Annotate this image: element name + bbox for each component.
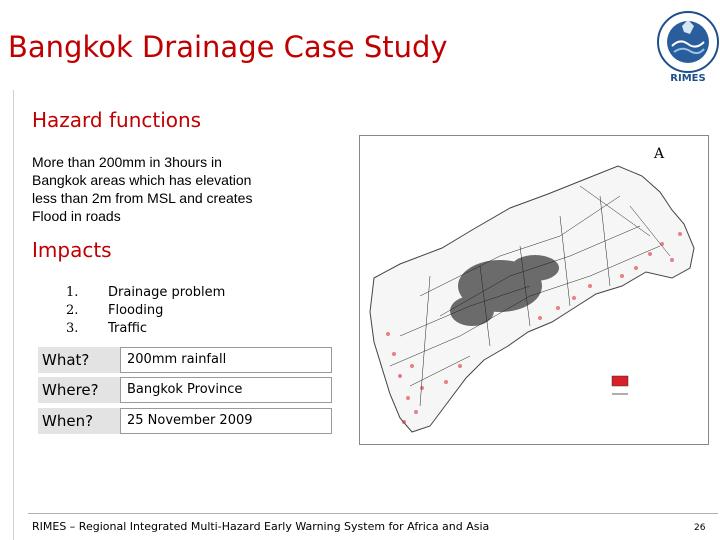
hazard-heading: Hazard functions [32, 108, 202, 132]
rimes-logo [652, 4, 720, 86]
page-number: 26 [694, 523, 706, 533]
fact-value: Bangkok Province [120, 377, 332, 403]
fact-label: When? [38, 408, 122, 434]
fact-label: Where? [38, 377, 122, 403]
fact-value: 200mm rainfall [120, 347, 332, 373]
map-panel-letter: A [654, 146, 665, 162]
legend-swatch [612, 376, 628, 386]
impact-number: 2. [66, 303, 79, 318]
impact-number: 3. [66, 321, 79, 336]
impact-item: Flooding [108, 303, 164, 318]
flood-map [359, 135, 709, 445]
logo-text: RIMES [670, 73, 706, 84]
rimes-seal-icon [652, 4, 720, 86]
slide-title: Bangkok Drainage Case Study [8, 30, 448, 64]
hazard-line: Bangkok areas which has elevation [32, 172, 252, 188]
hazard-line: Flood in roads [32, 208, 121, 224]
map-drawing [360, 136, 708, 444]
footer-divider [28, 513, 718, 514]
fact-value: 25 November 2009 [120, 408, 332, 434]
impact-list [108, 284, 225, 338]
impact-item: Traffic [108, 321, 148, 336]
footer-text: RIMES – Regional Integrated Multi-Hazard Early Warning System for Africa and Asia [32, 520, 490, 533]
left-divider [13, 90, 14, 540]
impacts-heading: Impacts [32, 238, 112, 262]
impact-item: Drainage problem [108, 285, 226, 300]
hazard-line: less than 2m from MSL and creates [32, 190, 253, 206]
hazard-line: More than 200mm in 3hours in [32, 154, 222, 170]
hazard-description [32, 153, 332, 225]
impact-number: 1. [66, 285, 79, 300]
fact-label: What? [38, 347, 122, 373]
impact-numbers [66, 284, 78, 338]
